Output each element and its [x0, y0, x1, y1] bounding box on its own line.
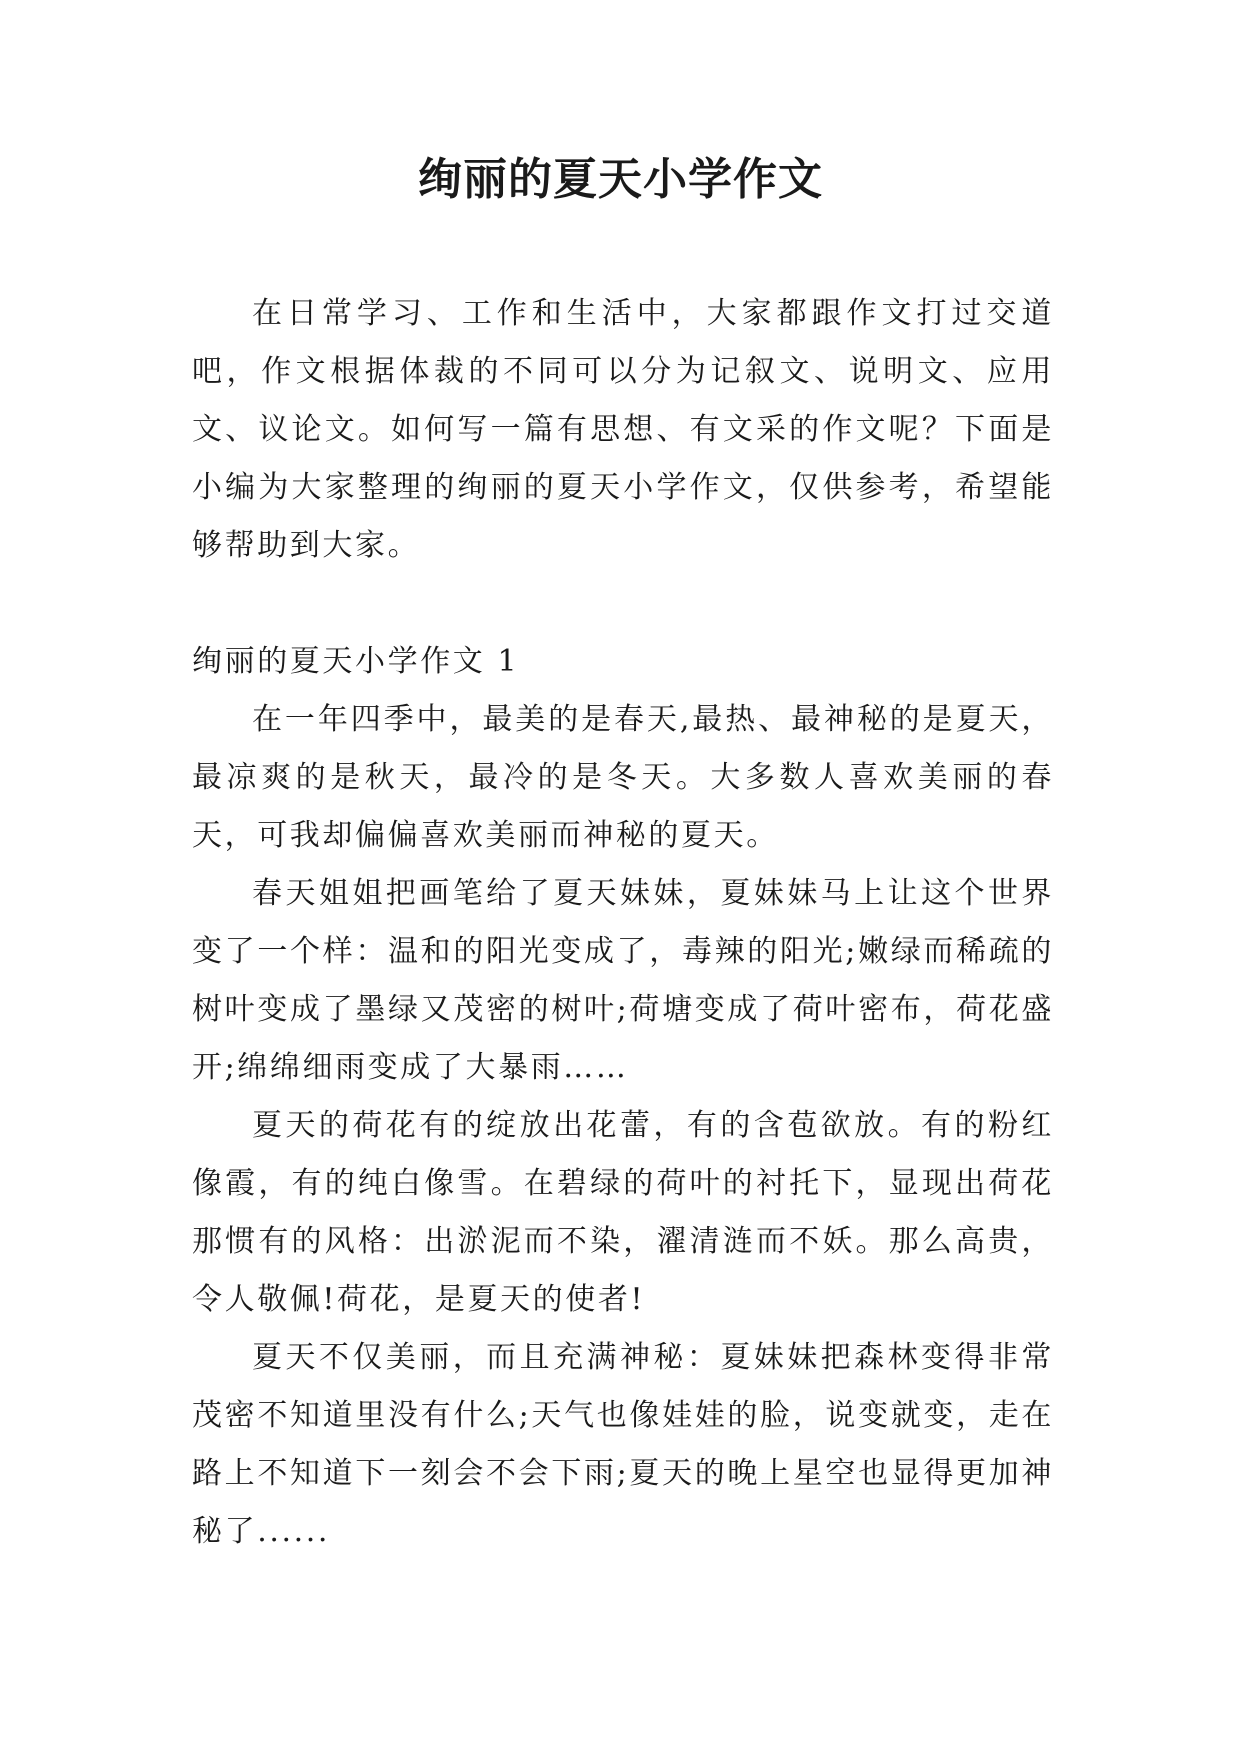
document-title: 绚丽的夏天小学作文: [418, 154, 823, 205]
document-body: [192, 285, 1054, 1561]
intro-paragraph: 在日常学习、工作和生活中，大家都跟作文打过交道吧，作文根据体裁的不同可以分为记叙文、说明文、应用文、议论文。如何写一篇有思想、有文采的作文呢？下面是小编为大家整理的绚丽的夏天小学作文，仅供参考，希望能够帮助到大家。: [192, 296, 1054, 563]
body-paragraph-1: 在一年四季中，最美的是春天,最热、最神秘的是夏天，最凉爽的是秋天，最冷的是冬天。大多数人喜欢美丽的春天，可我却偏偏喜欢美丽而神秘的夏天。: [192, 702, 1054, 853]
body-paragraph-4: 夏天不仅美丽，而且充满神秘：夏妹妹把森林变得非常茂密不知道里没有什么;天气也像娃娃的脸，说变就变，走在路上不知道下一刻会不会下雨;夏天的晚上星空也显得更加神秘了......: [192, 1340, 1054, 1549]
section-title: 绚丽的夏天小学作文 1: [192, 644, 520, 679]
body-paragraph-3: 夏天的荷花有的绽放出花蕾，有的含苞欲放。有的粉红像霞，有的纯白像雪。在碧绿的荷叶的衬托下，显现出荷花那惯有的风格：出淤泥而不染，濯清涟而不妖。那么高贵，令人敬佩!荷花，是夏天的使者!: [192, 1108, 1054, 1317]
body-paragraph-2: 春天姐姐把画笔给了夏天妹妹，夏妹妹马上让这个世界变了一个样：温和的阳光变成了，毒辣的阳光;嫩绿而稀疏的树叶变成了墨绿又茂密的树叶;荷塘变成了荷叶密布，荷花盛开;绵绵细雨变成了大暴雨……: [192, 876, 1054, 1085]
